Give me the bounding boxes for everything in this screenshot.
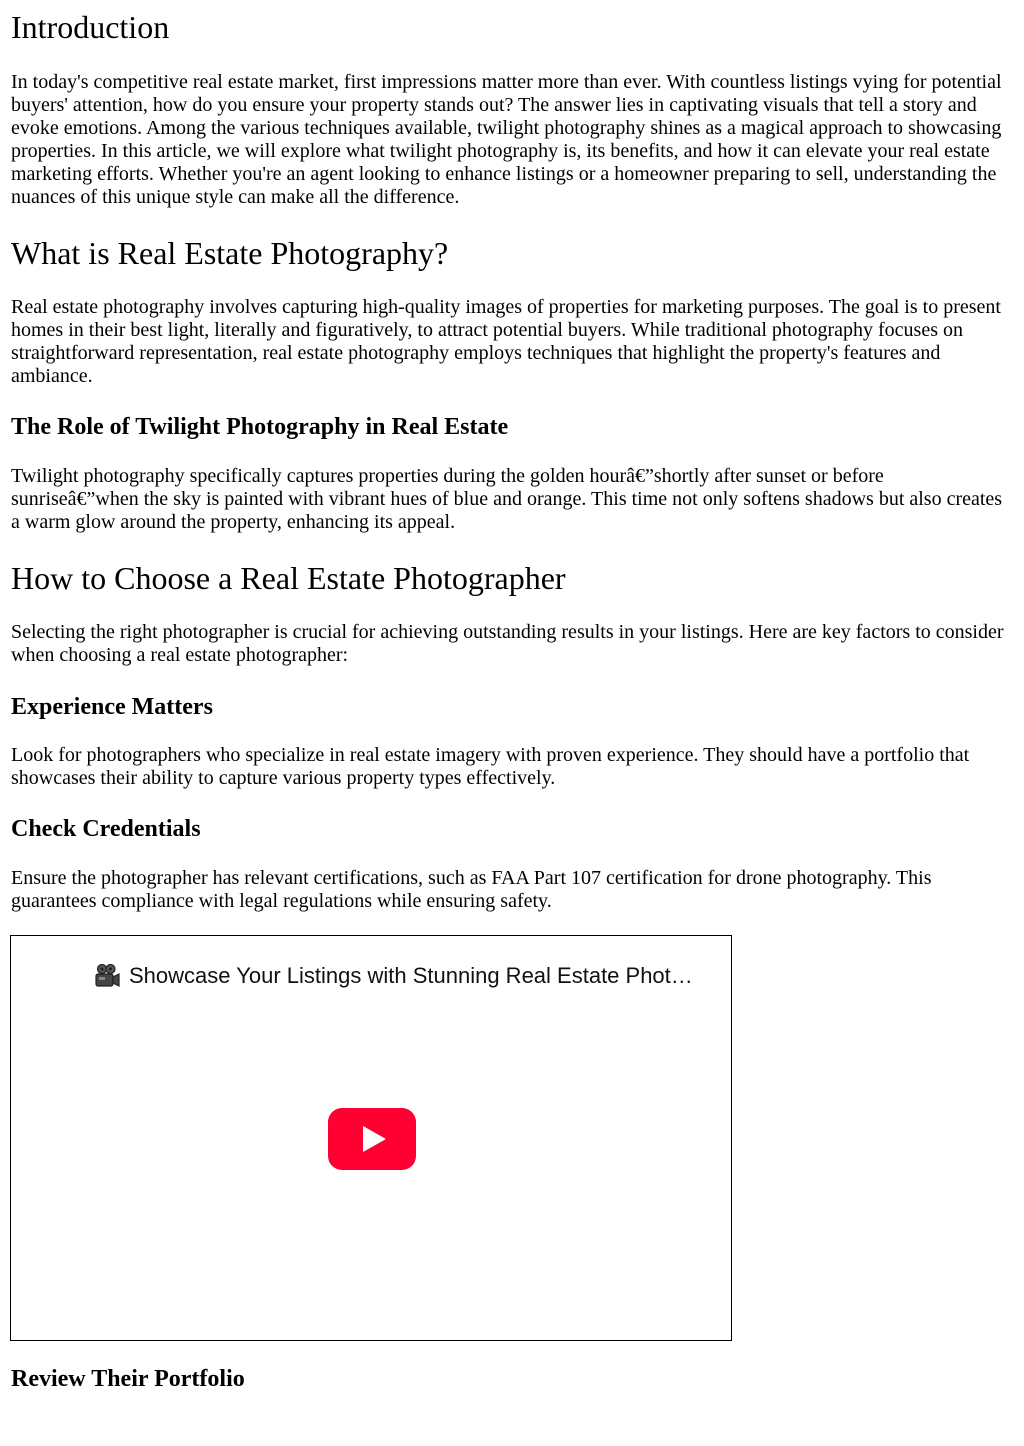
video-embed[interactable] [10, 935, 732, 1341]
movie-camera-icon [93, 962, 121, 990]
heading-check-credentials: Check Credentials [11, 816, 201, 842]
paragraph-introduction: In today's competitive real estate market, first impressions matter more than ever. With countless listings vying for potential buyers' attention, how do you ensure your property stands out? The answer lies in captivating visuals that tell a story and evoke emotions. Among the various techniques available, twilight photography shines as a magical approach to showcasing properties. In this article, we will explore what twilight photography is, its benefits, and how it can elevate your real estate marketing efforts. Whether you're an agent looking to enhance listings or a homeowner preparing to sell, understanding the nuances of this unique style can make all the difference. [11, 71, 1002, 208]
paragraph-role-of-twilight-photography: Twilight photography specifically captures properties during the golden hourâ€”shortly after sunset or before sunriseâ€”when the sky is painted with vibrant hues of blue and orange. This time not only softens shadows but also creates a warm glow around the property, enhancing its appeal. [11, 465, 1003, 533]
paragraph-check-credentials: Ensure the photographer has relevant certifications, such as FAA Part 107 certification for drone photography. This guarantees compliance with legal regulations while ensuring safety. [11, 867, 932, 912]
youtube-play-icon[interactable] [328, 1108, 416, 1170]
heading-introduction: Introduction [11, 9, 170, 45]
paragraph-how-to-choose-photographer: Selecting the right photographer is crucial for achieving outstanding results in your listings. Here are key factors to consider when choosing a real estate photographer: [11, 621, 1004, 666]
heading-experience-matters: Experience Matters [11, 694, 213, 720]
video-title[interactable]: Showcase Your Listings with Stunning Real Estate Phot… [129, 963, 693, 988]
paragraph-experience-matters: Look for photographers who specialize in real estate imagery with proven experience. They should have a portfolio that showcases their ability to capture various property types effectively. [11, 744, 970, 789]
heading-role-of-twilight-photography: The Role of Twilight Photography in Real Estate [11, 414, 509, 440]
heading-how-to-choose-photographer: How to Choose a Real Estate Photographer [11, 560, 566, 596]
heading-review-portfolio: Review Their Portfolio [11, 1366, 245, 1392]
video-title-row[interactable] [93, 962, 693, 990]
paragraph-what-is-real-estate-photography: Real estate photography involves capturing high-quality images of properties for marketing purposes. The goal is to present homes in their best light, literally and figuratively, to attract potential buyers. While traditional photography focuses on straightforward representation, real estate photography employs techniques that highlight the property's features and ambiance. [11, 296, 1001, 387]
heading-what-is-real-estate-photography: What is Real Estate Photography? [11, 235, 449, 271]
